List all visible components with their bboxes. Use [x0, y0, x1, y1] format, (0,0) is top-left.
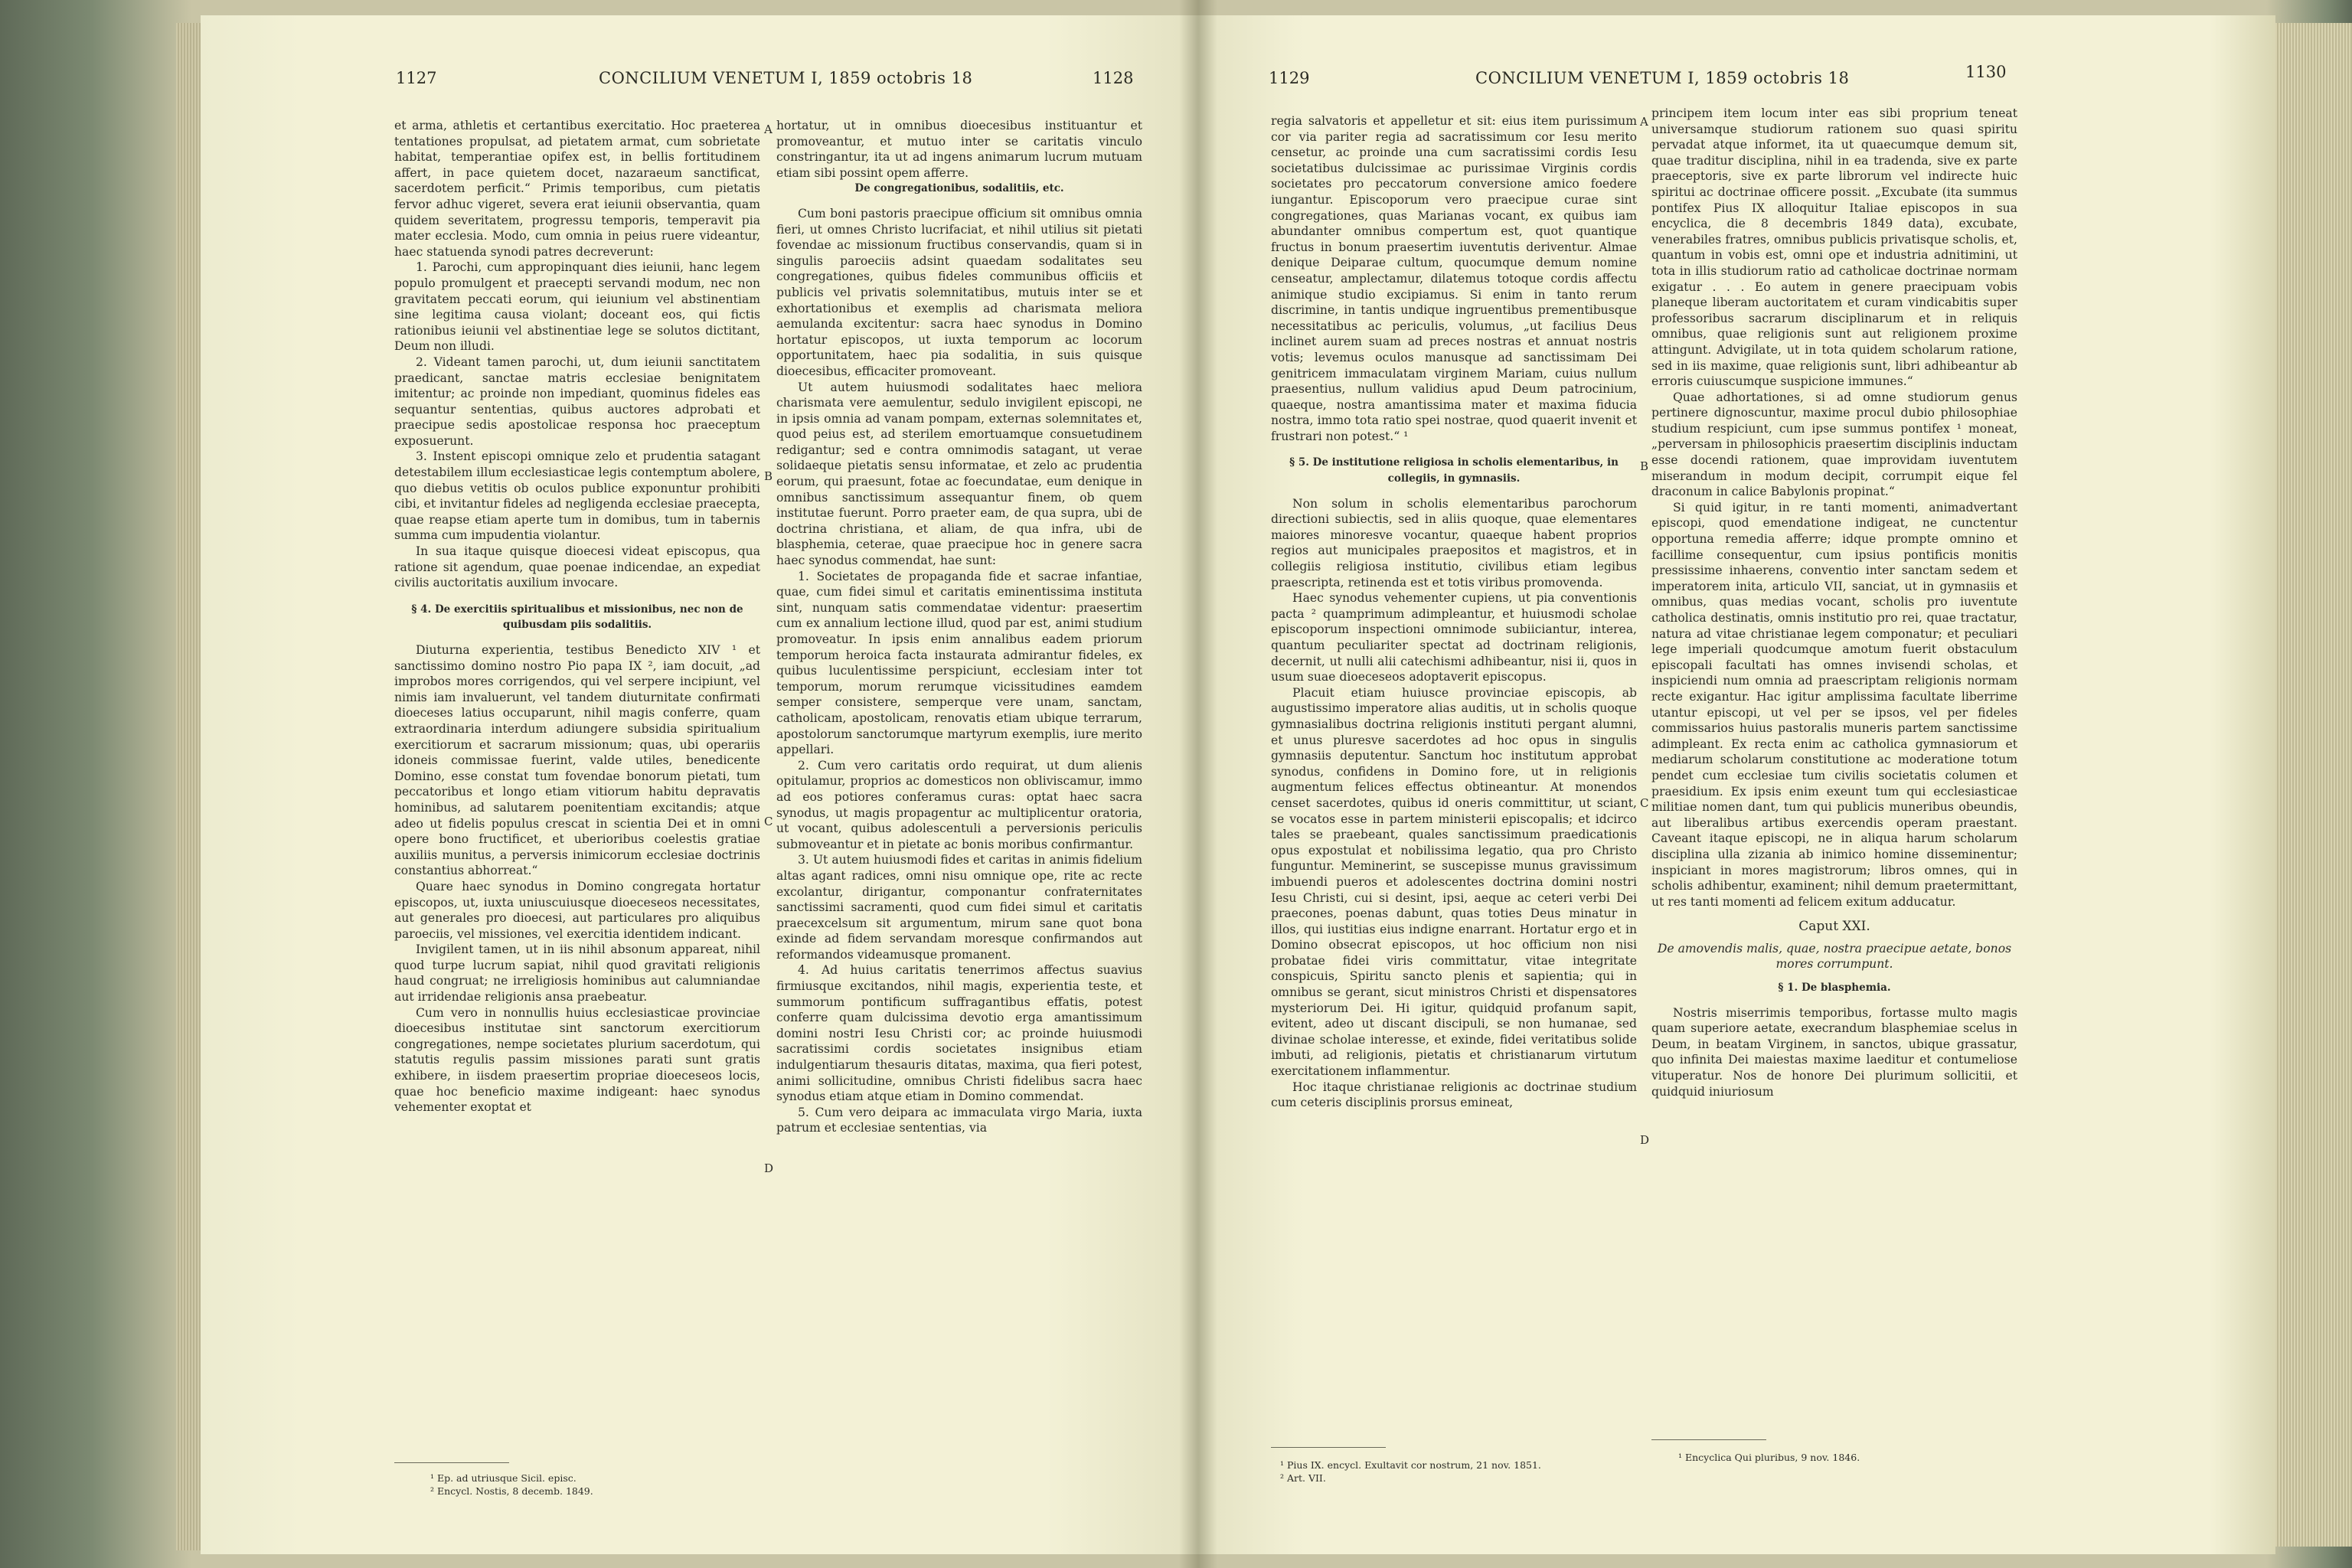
margin-mark-d-right: D [1640, 1133, 1650, 1147]
paragraph: Diuturna experientia, testibus Benedicto XIV ¹ et sanctissimo domino nostro Pio papa IX ², iam docuit, „ad improbos mores corrigendos, qui vel serpere incipiunt, vel nimis iam invaluerunt, vel tandem diuturnitate confirmati dioeceses latius occuparunt, nihil magis conferre, quam extraordinaria interdum adiungere subsidia spiritualium exercitiorum et sacrarum missionum; quas, ubi operariis idoneis commissae fuerint, valde utiles, benedicente Domino, esse constat tum fovendae bonorum pietati, tum peccatoribus et longo etiam vitiorum habitu depravatis hominibus, ad salutarem poenitentiam excitandis; atque adeo ut fidelis populus crescat in scientia Dei et in omni opere bono fructificet, et uberioribus coelestis gratiae auxiliis munitus, a perversis inimicorum ecclesiae doctrinis constantius abhorreat.“ [394, 643, 760, 878]
paragraph: 3. Instent episcopi omnique zelo et prudentia satagant detestabilem illum ecclesiasticae legis contemptum abolere, quo diebus vetitis ob oculos publice exponuntur prohibiti cibi, et invitantur fideles ad negligenda ecclesiae praecepta, quae reapse etiam aperte tum in domibus, tum in tabernis summa cum impudentia violantur. [394, 449, 760, 543]
paragraph: principem item locum inter eas sibi proprium teneat universamque studiorum rationem suo quasi spiritu pervadat atque informet, ita ut quaecumque demum sit, quae traditur disciplina, nihil in ea tradenda, sive ex parte praeceptoris, sive ex parte librorum vel indirecte huic spiritui ac doctrinae officere possit. „Excubate (ita summus pontifex Pius IX alloquitur Italiae episcopos in sua encyclica, die 8 decembris 1849 data), excubate, venerabiles fratres, omnibus publicis privatisque scholis, et, quantum in vobis est, omni ope et industria adnitimini, ut tota in illis studiorum ratio ad catholicae doctrinae normam exigatur . . . Eo autem in genere praecipuam vobis planeque liberam auctoritatem et curam vindicabitis super professoribus sacrarum disciplinarum et in reliquis omnibus, quae religionis sunt aut religionem proxime attingunt. Advigilate, ut in tota quidem scholarum ratione, sed in iis maxime, quae religionis sunt, libri adhibeantur ab erroris cuiuscumque suspicione immunes.“ [1651, 106, 2017, 389]
paragraph: 1. Parochi, cum appropinquant dies ieiunii, hanc legem populo promulgent et praecepti servandi modum, nec non gravitatem peccati eorum, qui ieiunium vel abstinentiam sine legitima causa violant; doceant eos, qui fictis rationibus ieiunii vel abstinentiae lege se solutos dictitant, Deum non illudi. [394, 260, 760, 354]
page-number-1127: 1127 [396, 69, 437, 87]
section-heading: § 4. De exercitiis spiritualibus et missionibus, nec non de quibusdam piis sodalitiis. [411, 603, 743, 632]
paragraph: Invigilent tamen, ut in iis nihil absonum appareat, nihil quod turpe lucrum sapiat, nihil quod gravitati religionis haud congruat; ne irreligiosis hominibus aut calumniandae aut irridendae religionis ansa praebeatur. [394, 942, 760, 1004]
paragraph: Cum vero in nonnullis huius ecclesiasticae provinciae dioecesibus institutae sint sanctorum exercitiorum congregationes, nempe societates plurium sacerdotum, qui statutis regulis passim missiones parati sunt gratis exhibere, in iisdem praesertim propriae dioeceseos locis, quae hoc beneficio maxime indigeant: haec synodus vehementer exoptat et [394, 1005, 760, 1115]
paragraph: regia salvatoris et appelletur et sit: eius item purissimum cor via pariter regia ad sacratissimum cor Iesu merito censetur, ac proinde una cum sacratissimi cordis Iesu societatibus dulcissimae ac purissimae Virginis cordis societates pro peccatorum conversione amico foedere iungantur. Episcoporum vero praecipue curae sint congregationes, quas Marianas vocant, ex quibus iam abundanter omnibus compertum est, quot quantique fructus in bonum praesertim iuventutis deriventur. Almae denique Deiparae cultum, quocumque demum nomine censeatur, amplectamur, dilatemus totoque cordis affectu animique studio excipiamus. Si enim in tanto rerum discrimine, in tantis undique ingruentibus prementibusque necessitatibus ac periculis, volumus, „ut facilius Deus inclinet aurem suam ad preces nostras et annuat nostris votis; levemus oculos manusque ad sanctissimam Dei genitricem immaculatam virginem Mariam, cuius nullum praesentius, nullum validius apud Deum patrocinium, quaeque, nostra amantissima mater et maxima fiducia nostra, immo tota ratio spei nostrae, quod quaerit invenit et frustrari non potest.“ ¹ [1271, 114, 1637, 443]
footnotes-right [1280, 1459, 1541, 1485]
margin-mark-a: A [764, 122, 773, 136]
footnote-2: ² Encycl. Nostis, 8 decemb. 1849. [430, 1485, 593, 1497]
paragraph: Nostris miserrimis temporibus, fortasse multo magis quam superiore aetate, execrandum blasphemiae scelus in Deum, in beatam Virginem, in sanctos, ubique grassatur, quo infinita Dei maiestas maxime laeditur et contumeliose vituperatur. Nos de honore Dei plurimum sollicitii, et quidquid iniuriosum [1651, 1005, 2017, 1099]
left-page-column-1 [394, 118, 760, 1116]
margin-mark-c-right: C [1640, 796, 1649, 810]
footnote-rule-right [1271, 1447, 1386, 1448]
margin-mark-b: B [764, 469, 773, 483]
footnote-rule-right-col2 [1651, 1439, 1766, 1440]
paragraph: 1. Societates de propaganda fide et sacrae infantiae, quae, cum fidei simul et caritatis eminentissima instituta sint, nunquam satis commendatae videntur: praesertim cum ex annalium lectione illud, quod par est, animi studium promoveatur. In ipsis enim annalibus eadem priorum temporum heroica facta instaurata admirantur fideles, ex quibus luculentissime perspiciunt, ecclesiam inter tot temporum, morum rerumque vicissitudines eamdem semper consistere, semperque vere unam, sanctam, catholicam, apostolicam, renovatis etiam ubique terrarum, apostolorum sanctorumque martyrum exemplis, iure merito appellari. [776, 569, 1142, 757]
right-page-column-1 [1271, 113, 1637, 1111]
paragraph: Si quid igitur, in re tanti momenti, animadvertant episcopi, quod emendatione indigeat, ne cunctentur opportuna remedia afferre; idque prompte omnino et facillime consequentur, cum ipsius pontificis monitis pressissime inhaerens, conventio inter sanctam sedem et imperatorem inita, articulo VII, sanciat, ut in gymnasiis et omnibus, quas medias vocant, scholis pro iuventute catholica destinatis, omnis institutio pro rei, quae tractatur, natura ad vitae christianae legem componatur; et peculiari lege imperiali quodcumque amotum fuerit obstaculum episcopali facultati has omnes invisendi scholas, et inspiciendi num omnia ad praescriptam religionis normam recte exigantur. Hac igitur amplissima facultate liberrime utantur episcopi, ut vel per se ipsos, vel per fideles commissarios huius pastoralis muneris partem sanctissime adimpleant. Ex recta enim ac catholica gymnasiorum et mediarum scholarum constitutione ac moderatione totum pendet cum ecclesiae tum civilis societatis columen et praesidium. Ex ipsis enim exeunt tum qui ecclesiasticae militiae nomen dant, tum qui publicis muneribus obeundis, aut liberalibus artibus exercendis operam praestant. Caveant itaque episcopi, ne in aliqua harum scholarum disciplina ulla zizania ab inimico homine disseminentur; inspiciant in mores magistrorum; libros omnes, qui in scholis adhibentur, examinent; nihil demum praetermittant, ut res tanti momenti ad felicem exitum adducatur. [1651, 500, 2017, 909]
paragraph: Ut autem huiusmodi sodalitates haec meliora charismata vere aemulentur, sedulo invigilent episcopi, ne in ipsis omnia ad vanam pompam, externas solemnitates et, quod peius est, ad sterilem emortuamque consuetudinem redigantur; sed e contra omnimodis satagant, ut verae solidaeque pietatis sensu informatae, et zelo ac prudentia eorum, qui praesunt, fotae ac foecundatae, eum denique in omnibus sanctissimum assequantur finem, ob quem institutae fuerunt. Porro praeter eam, de qua supra, ubi de doctrina christiana, et aliam, de qua infra, ubi de blasphemia, ceterae, quae praecipue hoc in genere sacra haec synodus commendat, hae sunt: [776, 380, 1142, 568]
footnote-1: ¹ Ep. ad utriusque Sicil. episc. [430, 1472, 577, 1484]
right-page-edges [2266, 23, 2352, 1547]
chapter-heading: Caput XXI. [1798, 919, 1870, 935]
margin-mark-d: D [764, 1161, 774, 1175]
paragraph: et arma, athletis et certantibus exercitatio. Hoc praeterea tentationes propulsat, ad pietatem armat, cum sobrietate habitat, temperantiae opifex est, in bellis fortitudinem affert, in pace quietem docet, nazaraeum sanctificat, sacerdotem perficit.“ Primis temporibus, cum pietatis fervor adhuc vigeret, severa erat ieiunii observantia, quam quidem severitatem, progressu temporis, temperavit pia mater ecclesia. Modo, cum omnia in peius ruere videantur, haec statuenda synodi patres decreverunt: [394, 119, 760, 259]
page-number-1129: 1129 [1269, 69, 1310, 87]
right-page [1196, 15, 2275, 1554]
footnote-2-right: ² Art. VII. [1280, 1472, 1326, 1484]
footnote-1-right: ¹ Pius IX. encycl. Exultavit cor nostrum, 21 nov. 1851. [1280, 1459, 1541, 1471]
margin-mark-c: C [764, 815, 773, 828]
paragraph: 2. Cum vero caritatis ordo requirat, ut dum alienis opitulamur, proprios ac domesticos non obliviscamur, immo ad eos potiores conferamus curas: optat haec sacra synodus, ut magis propagentur ac multiplicentur oratoria, ut vocant, quibus adolescentuli a perversionis periculis submoveantur et in pietate ac bonis moribus confirmantur. [776, 758, 1142, 851]
paragraph: Quare haec synodus in Domino congregata hortatur episcopos, ut, iuxta uniuscuiusque dioeceseos necessitates, aut generales pro dioecesi, aut particulares pro aliquibus paroeciis, vel missiones, vel exercitia identidem indicant. [394, 879, 760, 941]
section-heading: § 1. De blasphemia. [1778, 982, 1891, 995]
margin-mark-a-right: A [1640, 115, 1648, 129]
paragraph: Placuit etiam huiusce provinciae episcopis, ab augustissimo imperatore alias auditis, ut in scholis quoque gymnasialibus doctrina religionis instituti pergant alumni, et unus pluresve sacerdotes ad hoc opus in singulis gymnasiis deputentur. Sanctum hoc institutum approbat synodus, confidens in Domino fore, ut in religionis augmentum felices effectus obtineantur. At monendos censet sacerdotes, quibus id oneris committitur, ut sciant, se vocatos esse in partem ministerii episcopalis; et idcirco tales se praebeant, quales sanctissimum praedicationis opus expostulat et nobilissima legatio, qua pro Christo funguntur. Meminerint, se suscepisse munus gravissimum imbuendi pueros et adolescentes doctrina domini nostri Iesu Christi, cui si desint, ipsi, aeque ac ceteri verbi Dei praecones, poenas dabunt, quas toties Deus minatur in illos, qui iustitias eius indigne enarrant. Hortatur ergo et in Domino obsecrat episcopos, ut hoc officium non nisi probatae fidei viris committatur, vitae integritate conspicuis, Spiritu sancto plenis et sapientia; qui in omnibus se gerant, sicut ministros Christi et dispensatores mysteriorum Dei. Hi igitur, quidquid profanum sapit, evitent, adeo ut discant discipuli, se non humanae, sed divinae scholae interesse, et exinde, fidei veritatibus solide imbuti, ad religionis, pietatis et christianarum virtutum exercitationem inflammentur. [1271, 685, 1637, 1079]
left-page [201, 15, 1196, 1554]
margin-mark-b-right: B [1640, 459, 1649, 473]
page-number-1128: 1128 [1093, 69, 1134, 87]
section-heading: De congregationibus, sodalitiis, etc. [854, 182, 1064, 195]
paragraph: Quae adhortationes, si ad omne studiorum genus pertinere dignoscuntur, maxime procul dubio philosophiae studium respiciunt, cum ipse summus pontifex ¹ moneat, „perversam in philosophicis praesertim disciplinis inductam esse docendi rationem, quae improvidam iuventutem miserandum in modum decipit, corrumpit eique fel draconum in calice Babylonis propinat.“ [1651, 390, 2017, 499]
section-heading: § 5. De institutione religiosa in scholis elementaribus, in collegiis, in gymnasiis. [1289, 456, 1619, 485]
paragraph: Haec synodus vehementer cupiens, ut pia conventionis pacta ² quamprimum adimpleantur, et huiusmodi scholae episcoporum inspectioni omnimode subiiciantur, interea, quantum peculiariter spectat ad doctrinam religionis, decernit, ut nulli alii catechismi adhibeantur, nisi ii, quos in usum suae dioeceseos adoptaverit episcopus. [1271, 591, 1637, 684]
paragraph: In sua itaque quisque dioecesi videat episcopus, qua ratione sit agendum, quae poenae indicendae, an expediat civilis auctoritatis auxilium invocare. [394, 544, 760, 590]
page-number-1130: 1130 [1965, 63, 2007, 81]
footnotes-right-col2 [1678, 1451, 1860, 1464]
right-page-column-2 [1651, 106, 2017, 1099]
chapter-subtitle: De amovendis malis, quae, nostra praecipue aetate, bonos mores corrumpunt. [1657, 941, 2012, 972]
paragraph: 2. Videant tamen parochi, ut, dum ieiunii sanctitatem praedicant, sanctae matris ecclesiae benignitatem imitentur; ac proinde non impediant, quominus fideles eas sequantur sententias, quibus auctores adprobati et praecipue sedis apostolicae responsa hoc praeceptum exposuerunt. [394, 354, 760, 448]
left-page-column-2 [776, 118, 1142, 1136]
paragraph: Cum boni pastoris praecipue officium sit omnibus omnia fieri, ut omnes Christo lucrifaciat, et nihil utilius sit pietati fovendae ac missionum fructibus conservandis, quam si in singulis paroeciis adsint quaedam sodalitates seu congregationes, quibus fideles communibus officiis et publicis vel privatis solemnitatibus, mutuis inter se et exhortationibus et exemplis ad charismata meliora aemulanda excitentur: sacra haec synodus in Domino hortatur episcopos, ut iuxta temporum ac locorum opportunitatem, haec pia sodalitia, in suis quisque dioecesibus, efficaciter promoveant. [776, 206, 1142, 378]
paragraph: hortatur, ut in omnibus dioecesibus instituantur et promoveantur, et mutuo inter se caritatis vinculo constringantur, ita ut ad ingens animarum lucrum mutuam etiam sibi possint opem afferre. [776, 119, 1142, 180]
footnotes-left [430, 1472, 593, 1498]
paragraph: 3. Ut autem huiusmodi fides et caritas in animis fidelium altas agant radices, omni nisu omnique ope, rite ac recte excolantur, dirigantur, componantur confraternitates sanctissimi sacramenti, quod cum fidei simul et caritatis praecexcelsum sit argumentum, mirum sane quot bona exinde ad fidem servandam moresque confirmandos aut reformandos videamusque promanent. [776, 853, 1142, 962]
footnote-rule-left [394, 1462, 509, 1463]
paragraph: 5. Cum vero deipara ac immaculata virgo Maria, iuxta patrum et ecclesiae sententias, via [776, 1105, 1142, 1135]
footnote-1-right-col2: ¹ Encyclica Qui pluribus, 9 nov. 1846. [1678, 1452, 1860, 1463]
paragraph: 4. Ad huius caritatis tenerrimos affectus suavius firmiusque excitandos, nihil magis, experientia teste, et summorum pontificum suffragantibus effatis, potest conferre quam dulcissima devotio erga amantissimum domini nostri Iesu Christi cor; ac proinde huiusmodi sacratissimi cordis societates insignibus etiam indulgentiarum thesauris ditatas, maxima, qua fieri potest, animi sollicitudine, omnibus Christi fidelibus sacra haec synodus etiam atque etiam in Domino commendat. [776, 963, 1142, 1104]
running-title-left: CONCILIUM VENETUM I, 1859 octobris 18 [599, 69, 973, 87]
running-title-right: CONCILIUM VENETUM I, 1859 octobris 18 [1475, 69, 1850, 87]
book-gutter [1179, 0, 1217, 1568]
paragraph: Non solum in scholis elementaribus parochorum directioni subiectis, sed in aliis quoque, quae elementares maiores minoresve vocantur, quaeque habent proprios regios aut municipales praepositos et magistros, et in collegiis religiosa institutio, civilibus etiam legibus praescripta, retinenda est et totis viribus promovenda. [1271, 496, 1637, 590]
paragraph: Hoc itaque christianae religionis ac doctrinae studium cum ceteris disciplinis prorsus emineat, [1271, 1080, 1637, 1110]
